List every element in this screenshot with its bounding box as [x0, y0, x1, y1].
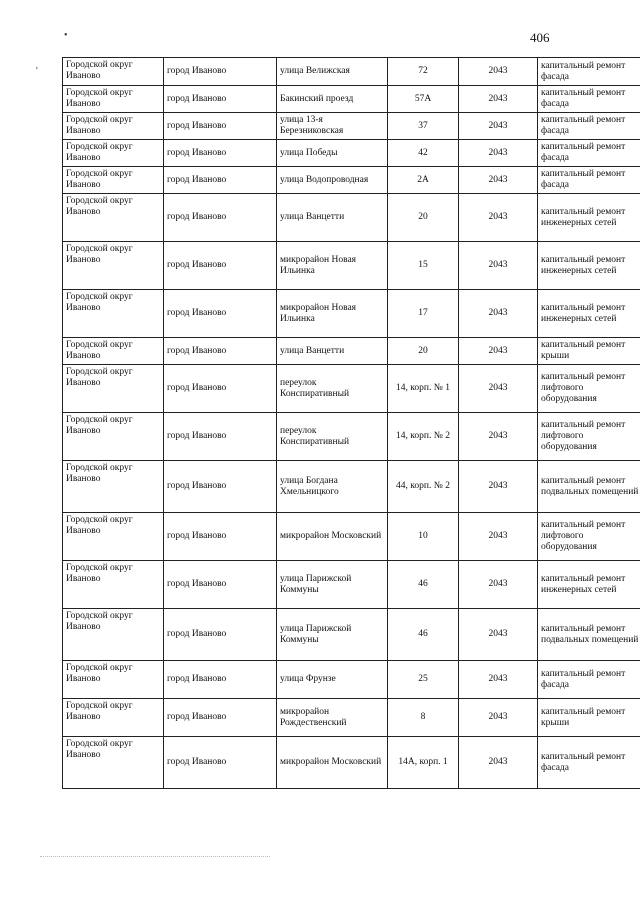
work-cell: капитальный ремонт фасада [538, 58, 640, 86]
municipality-cell: Городской округ Иваново [63, 113, 164, 140]
repair-schedule-table [62, 57, 640, 789]
street-cell: микрорайон Рождественский [277, 699, 388, 737]
settlement-cell: город Иваново [164, 58, 277, 86]
page-number: 406 [530, 30, 550, 45]
work-cell: капитальный ремонт фасада [538, 167, 640, 194]
work-cell: капитальный ремонт подвальных помещений [538, 461, 640, 513]
scan-mark: • [64, 30, 68, 41]
municipality-cell: Городской округ Иваново [63, 290, 164, 338]
municipality-cell: Городской округ Иваново [63, 58, 164, 86]
year-cell: 2043 [459, 194, 538, 242]
municipality-cell: Городской округ Иваново [63, 609, 164, 661]
municipality-cell: Городской округ Иваново [63, 699, 164, 737]
table-row [63, 58, 640, 86]
house-cell: 46 [388, 609, 459, 661]
table-row [63, 194, 640, 242]
work-cell: капитальный ремонт подвальных помещений [538, 609, 640, 661]
house-cell: 10 [388, 513, 459, 561]
work-cell: капитальный ремонт фасада [538, 86, 640, 113]
work-cell: капитальный ремонт фасада [538, 737, 640, 789]
municipality-cell: Городской округ Иваново [63, 561, 164, 609]
work-cell: капитальный ремонт инженерных сетей [538, 242, 640, 290]
municipality-cell: Городской округ Иваново [63, 338, 164, 365]
scan-mark: ' [36, 66, 38, 77]
municipality-cell: Городской округ Иваново [63, 140, 164, 167]
street-cell: улица Фрунзе [277, 661, 388, 699]
settlement-cell: город Иваново [164, 365, 277, 413]
table-row [63, 86, 640, 113]
work-cell: капитальный ремонт крыши [538, 338, 640, 365]
street-cell: улица Победы [277, 140, 388, 167]
work-cell: капитальный ремонт фасада [538, 140, 640, 167]
house-cell: 44, корп. № 2 [388, 461, 459, 513]
street-cell: микрорайон Московский [277, 737, 388, 789]
work-cell: капитальный ремонт лифтового оборудования [538, 365, 640, 413]
table-row [63, 365, 640, 413]
table-row [63, 413, 640, 461]
street-cell: улица Парижской Коммуны [277, 609, 388, 661]
settlement-cell: город Иваново [164, 609, 277, 661]
municipality-cell: Городской округ Иваново [63, 413, 164, 461]
settlement-cell: город Иваново [164, 561, 277, 609]
house-cell: 72 [388, 58, 459, 86]
house-cell: 17 [388, 290, 459, 338]
year-cell: 2043 [459, 461, 538, 513]
year-cell: 2043 [459, 365, 538, 413]
house-cell: 14, корп. № 1 [388, 365, 459, 413]
settlement-cell: город Иваново [164, 338, 277, 365]
year-cell: 2043 [459, 86, 538, 113]
street-cell: улица Парижской Коммуны [277, 561, 388, 609]
street-cell: улица Велижская [277, 58, 388, 86]
street-cell: улица Богдана Хмельницкого [277, 461, 388, 513]
work-cell: капитальный ремонт фасада [538, 661, 640, 699]
work-cell: капитальный ремонт лифтового оборудования [538, 513, 640, 561]
year-cell: 2043 [459, 513, 538, 561]
year-cell: 2043 [459, 113, 538, 140]
settlement-cell: город Иваново [164, 513, 277, 561]
street-cell: улица 13-я Березниковская [277, 113, 388, 140]
street-cell: переулок Конспиративный [277, 413, 388, 461]
house-cell: 14, корп. № 2 [388, 413, 459, 461]
house-cell: 46 [388, 561, 459, 609]
settlement-cell: город Иваново [164, 661, 277, 699]
table-row [63, 167, 640, 194]
municipality-cell: Городской округ Иваново [63, 194, 164, 242]
year-cell: 2043 [459, 661, 538, 699]
table-row [63, 561, 640, 609]
table-row [63, 609, 640, 661]
settlement-cell: город Иваново [164, 413, 277, 461]
municipality-cell: Городской округ Иваново [63, 167, 164, 194]
year-cell: 2043 [459, 338, 538, 365]
work-cell: капитальный ремонт инженерных сетей [538, 194, 640, 242]
street-cell: переулок Конспиративный [277, 365, 388, 413]
house-cell: 57А [388, 86, 459, 113]
municipality-cell: Городской округ Иваново [63, 86, 164, 113]
year-cell: 2043 [459, 58, 538, 86]
settlement-cell: город Иваново [164, 167, 277, 194]
municipality-cell: Городской округ Иваново [63, 737, 164, 789]
settlement-cell: город Иваново [164, 194, 277, 242]
settlement-cell: город Иваново [164, 242, 277, 290]
year-cell: 2043 [459, 140, 538, 167]
street-cell: улица Ванцетти [277, 194, 388, 242]
table-row [63, 699, 640, 737]
house-cell: 20 [388, 194, 459, 242]
work-cell: капитальный ремонт инженерных сетей [538, 561, 640, 609]
house-cell: 42 [388, 140, 459, 167]
house-cell: 20 [388, 338, 459, 365]
work-cell: капитальный ремонт фасада [538, 113, 640, 140]
municipality-cell: Городской округ Иваново [63, 242, 164, 290]
settlement-cell: город Иваново [164, 86, 277, 113]
street-cell: микрорайон Новая Ильинка [277, 290, 388, 338]
year-cell: 2043 [459, 609, 538, 661]
table-row [63, 513, 640, 561]
table-row [63, 338, 640, 365]
house-cell: 2А [388, 167, 459, 194]
street-cell: микрорайон Новая Ильинка [277, 242, 388, 290]
settlement-cell: город Иваново [164, 737, 277, 789]
street-cell: Бакинский проезд [277, 86, 388, 113]
scan-noise [40, 856, 270, 857]
year-cell: 2043 [459, 413, 538, 461]
municipality-cell: Городской округ Иваново [63, 661, 164, 699]
year-cell: 2043 [459, 561, 538, 609]
settlement-cell: город Иваново [164, 461, 277, 513]
table-row [63, 290, 640, 338]
municipality-cell: Городской округ Иваново [63, 365, 164, 413]
house-cell: 14А, корп. 1 [388, 737, 459, 789]
year-cell: 2043 [459, 737, 538, 789]
house-cell: 25 [388, 661, 459, 699]
street-cell: улица Ванцетти [277, 338, 388, 365]
table-row [63, 140, 640, 167]
street-cell: улица Водопроводная [277, 167, 388, 194]
year-cell: 2043 [459, 167, 538, 194]
settlement-cell: город Иваново [164, 290, 277, 338]
settlement-cell: город Иваново [164, 699, 277, 737]
municipality-cell: Городской округ Иваново [63, 513, 164, 561]
year-cell: 2043 [459, 699, 538, 737]
table-row [63, 113, 640, 140]
work-cell: капитальный ремонт лифтового оборудования [538, 413, 640, 461]
house-cell: 15 [388, 242, 459, 290]
house-cell: 37 [388, 113, 459, 140]
table-row [63, 737, 640, 789]
table-row [63, 661, 640, 699]
year-cell: 2043 [459, 242, 538, 290]
work-cell: капитальный ремонт крыши [538, 699, 640, 737]
table-row [63, 461, 640, 513]
settlement-cell: город Иваново [164, 113, 277, 140]
settlement-cell: город Иваново [164, 140, 277, 167]
year-cell: 2043 [459, 290, 538, 338]
municipality-cell: Городской округ Иваново [63, 461, 164, 513]
house-cell: 8 [388, 699, 459, 737]
table-row [63, 242, 640, 290]
street-cell: микрорайон Московский [277, 513, 388, 561]
work-cell: капитальный ремонт инженерных сетей [538, 290, 640, 338]
